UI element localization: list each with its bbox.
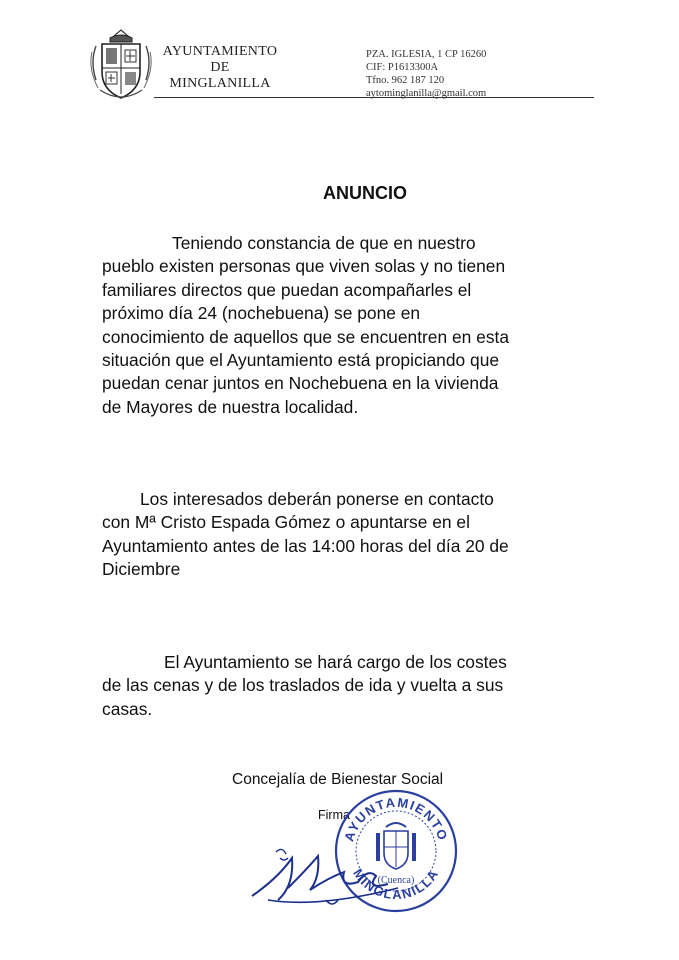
text-line: familiares directos que puedan acompañarles el xyxy=(102,279,472,300)
org-name-line: MINGLANILLA xyxy=(169,76,271,91)
document-title: ANUNCIO xyxy=(323,183,407,203)
address-text: PZA. IGLESIA, 1 CP 16260 xyxy=(366,49,487,60)
cif-text: CIF: P1613300A xyxy=(366,62,439,73)
handwritten-signature xyxy=(248,838,408,914)
department-name: Concejalía de Bienestar Social xyxy=(232,771,444,788)
text-line: Diciembre xyxy=(102,559,181,580)
text-line: próximo día 24 (nochebuena) se pone en xyxy=(102,303,421,324)
email-text: aytominglanilla@gmail.com xyxy=(366,88,487,99)
header-divider xyxy=(154,97,594,98)
text-line: Los interesados deberán ponerse en contacto xyxy=(140,489,494,509)
text-line: situación que el Ayuntamiento está propiciando que xyxy=(102,350,500,371)
text-line: Teniendo constancia de que en nuestro xyxy=(172,233,476,253)
text-line: El Ayuntamiento se hará cargo de los costes xyxy=(164,652,507,672)
stamp-bottom-text: MINGLANILLA xyxy=(350,865,442,903)
paragraph-announcement xyxy=(102,232,552,419)
text-line: casas. xyxy=(102,698,153,719)
contact-block xyxy=(366,48,486,100)
paragraph-contact-instructions xyxy=(102,488,552,582)
org-name-line: DE xyxy=(210,60,230,75)
coat-of-arms-icon xyxy=(88,28,154,102)
stamp-top-text: AYUNTAMIENTO xyxy=(341,794,451,844)
phone-text: Tfno. 962 187 120 xyxy=(366,75,445,86)
municipality-name xyxy=(160,44,280,92)
text-line: pueblo existen personas que viven solas y no tienen xyxy=(102,256,506,277)
org-name-line: AYUNTAMIENTO xyxy=(162,44,278,59)
text-line: de las cenas y de los traslados de ida y vuelta a sus xyxy=(102,675,504,696)
signature-label: Firma xyxy=(318,808,350,822)
text-line: conocimiento de aquellos que se encuentren en esta xyxy=(102,326,510,347)
text-line: con Mª Cristo Espada Gómez o apuntarse en el xyxy=(102,512,470,533)
text-line: de Mayores de nuestra localidad. xyxy=(102,396,359,417)
paragraph-costs xyxy=(102,651,552,721)
text-line: puedan cenar juntos en Nochebuena en la vivienda xyxy=(102,373,499,394)
text-line: Ayuntamiento antes de las 14:00 horas del día 20 de xyxy=(102,535,509,556)
stamp-inner-text: (Cuenca) xyxy=(377,875,415,886)
